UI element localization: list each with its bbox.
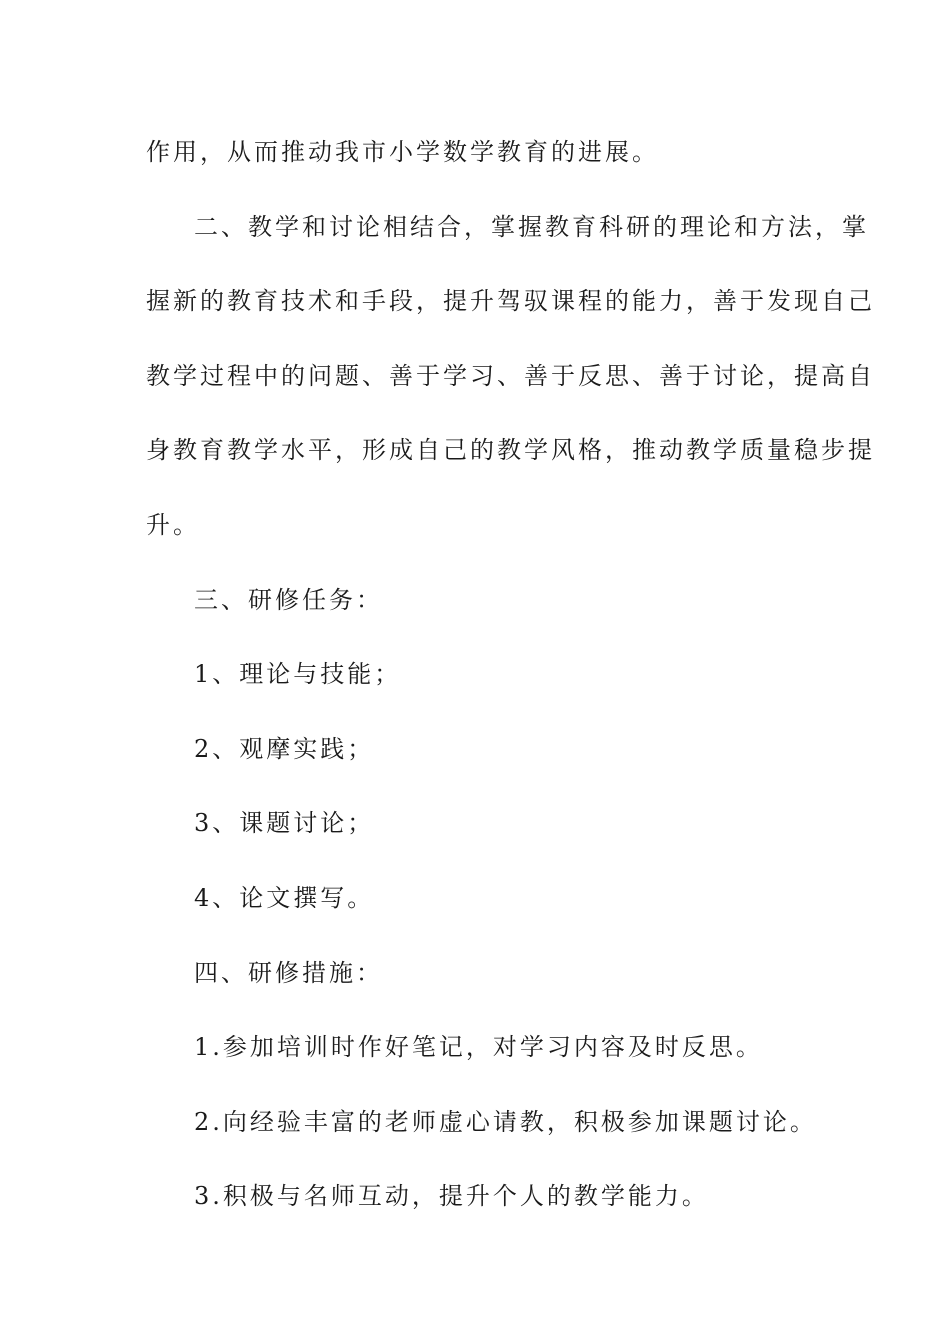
task-list-item: 1、理论与技能；: [194, 660, 402, 689]
section-two-paragraph-line: 二、教学和讨论相结合，掌握教育科研的理论和方法，掌: [194, 212, 869, 241]
task-list-item: 3、课题讨论；: [194, 809, 375, 838]
section-three-heading: 三、研修任务：: [194, 585, 383, 614]
section-two-paragraph-line: 身教育教学水平，形成自己的教学风格，推动教学质量稳步提: [146, 436, 875, 465]
section-two-paragraph-line: 握新的教育技术和手段，提升驾驭课程的能力，善于发现自己: [146, 287, 875, 316]
measure-list-item: 1.参加培训时作好笔记，对学习内容及时反思。: [194, 1033, 763, 1062]
measure-list-item: 3.积极与名师互动，提升个人的教学能力。: [194, 1182, 709, 1211]
section-two-paragraph-line: 升。: [146, 510, 200, 539]
section-four-heading: 四、研修措施：: [194, 958, 383, 987]
paragraph-continuation-line: 作用，从而推动我市小学数学教育的进展。: [146, 138, 659, 166]
section-two-paragraph-line: 教学过程中的问题、善于学习、善于反思、善于讨论，提高自: [146, 361, 875, 390]
task-list-item: 2、观摩实践；: [194, 734, 375, 763]
document-body: [146, 128, 875, 1247]
measure-list-item: 2.向经验丰富的老师虚心请教，积极参加课题讨论。: [194, 1107, 817, 1136]
task-list-item: 4、论文撰写。: [194, 883, 375, 912]
